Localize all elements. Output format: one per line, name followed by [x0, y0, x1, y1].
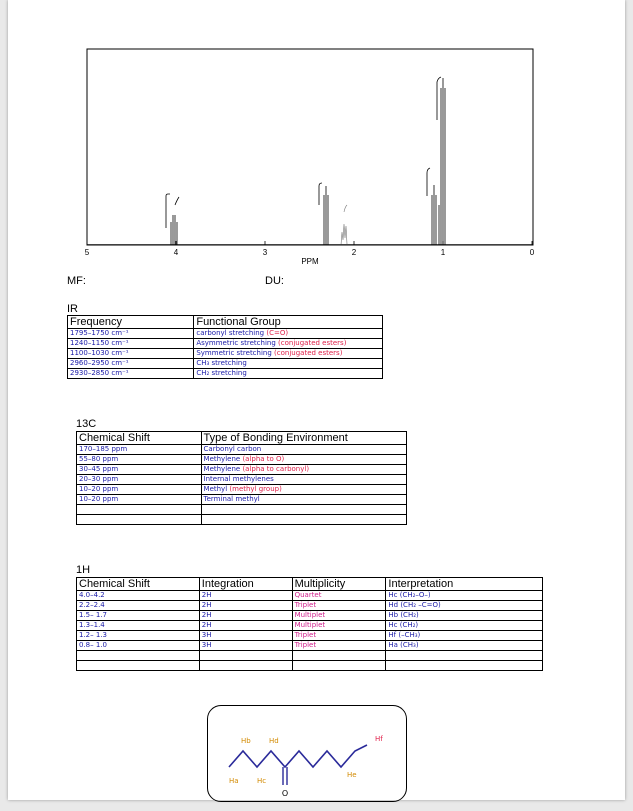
ir-group-cell: [194, 339, 383, 349]
table-row: [77, 515, 407, 525]
label-he: He: [347, 771, 357, 779]
c13-header-type: Type of Bonding Environment: [201, 432, 406, 445]
table-row: [68, 369, 383, 379]
nmr-spectrum: [8, 0, 625, 270]
tick-label-5: 5: [84, 248, 90, 257]
h1-integration-cell: 2H: [199, 621, 292, 631]
table-row: [77, 661, 543, 671]
worksheet-page: [8, 0, 625, 800]
h1-table: [76, 577, 543, 671]
table-row: [77, 641, 543, 651]
h1-integration-cell: 3H: [199, 641, 292, 651]
h1-multiplicity-cell: Multiplet: [292, 611, 386, 621]
h1-interp-cell: Ha (CH₃): [386, 641, 543, 651]
ir-group-note: (conjugated esters): [274, 349, 343, 357]
table-row: [77, 611, 543, 621]
c13-type-note: (alpha to O): [242, 455, 285, 463]
c13-shift-cell: 10–20 ppm: [77, 485, 202, 495]
table-row: [77, 505, 407, 515]
c13-shift-cell: 30–45 ppm: [77, 465, 202, 475]
ir-table: [67, 315, 383, 379]
table-row: [77, 455, 407, 465]
ir-group-text: Symmetric stretching: [196, 349, 272, 357]
h1-header-interpretation: Interpretation: [386, 578, 543, 591]
label-hd: Hd: [269, 737, 279, 745]
c13-table: [76, 431, 407, 525]
label-hf: Hf: [375, 735, 383, 743]
du-label: DU:: [265, 275, 284, 287]
h1-integration-cell: 2H: [199, 611, 292, 621]
h1-shift-cell: 0.8– 1.0: [77, 641, 200, 651]
ir-group-text: Asymmetric stretching: [196, 339, 276, 347]
h1-interp-cell: Hc (CH₂): [386, 621, 543, 631]
ir-group-note: (C=O): [266, 329, 289, 337]
h1-interp-cell: Hb (CH₂): [386, 611, 543, 621]
table-row: [68, 339, 383, 349]
ir-freq-cell: 2930–2850 cm⁻¹: [68, 369, 194, 379]
h1-section-title: 1H: [76, 564, 91, 576]
c13-header-shift: Chemical Shift: [77, 432, 202, 445]
peak-triplets-1.0: [427, 77, 445, 245]
h1-shift-cell: 4.0–4.2: [77, 591, 200, 601]
c13-shift-cell: 170–185 ppm: [77, 445, 202, 455]
carbon-chain: [229, 745, 367, 767]
c13-type-text: Methylene: [203, 465, 241, 473]
table-row: [77, 621, 543, 631]
ir-freq-cell: 1795–1750 cm⁻¹: [68, 329, 194, 339]
table-row: [77, 445, 407, 455]
spectrum-frame: [87, 49, 533, 245]
tick-label-4: 4: [173, 248, 179, 257]
peak-multiplet-2.1: [341, 205, 347, 245]
h1-interp-cell: Hf (–CH₃): [386, 631, 543, 641]
ir-group-cell: CH₂ stretching: [194, 369, 383, 379]
table-row: [77, 651, 543, 661]
tick-label-3: 3: [262, 248, 268, 257]
h1-shift-cell: 1.5– 1.7: [77, 611, 200, 621]
ir-freq-cell: 1240–1150 cm⁻¹: [68, 339, 194, 349]
h1-header-shift: Chemical Shift: [77, 578, 200, 591]
c13-shift-cell: 20–30 ppm: [77, 475, 202, 485]
table-row: [68, 329, 383, 339]
tick-label-0: 0: [529, 248, 535, 257]
h1-interp-cell: Hc (CH₂–O–): [386, 591, 543, 601]
table-row: [77, 495, 407, 505]
ir-freq-cell: 1100–1030 cm⁻¹: [68, 349, 194, 359]
tick-label-2: 2: [351, 248, 357, 257]
c13-shift-cell: 55–80 ppm: [77, 455, 202, 465]
label-hb: Hb: [241, 737, 251, 745]
label-hc: Hc: [257, 777, 267, 785]
table-row: [68, 349, 383, 359]
c13-type-cell: Internal methylenes: [201, 475, 406, 485]
ir-section-title: IR: [67, 303, 78, 315]
tick-label-1: 1: [440, 248, 446, 257]
ir-group-note: (conjugated esters): [278, 339, 347, 347]
h1-header-integration: Integration: [199, 578, 292, 591]
ir-freq-cell: 2960–2950 cm⁻¹: [68, 359, 194, 369]
peak-triplet-2.3: [319, 183, 328, 245]
h1-integration-cell: 3H: [199, 631, 292, 641]
h1-multiplicity-cell: Multiplet: [292, 621, 386, 631]
h1-multiplicity-cell: Triplet: [292, 641, 386, 651]
table-row: [77, 465, 407, 475]
mf-label: MF:: [67, 275, 86, 287]
h1-multiplicity-cell: Quartet: [292, 591, 386, 601]
ir-group-text: carbonyl stretching: [196, 329, 265, 337]
table-row: [77, 631, 543, 641]
h1-shift-cell: 1.2– 1.3: [77, 631, 200, 641]
table-row: [68, 359, 383, 369]
c13-type-cell: [201, 455, 406, 465]
peak-quartet-4.1: [166, 194, 179, 245]
h1-integration-cell: 2H: [199, 601, 292, 611]
table-row: [77, 591, 543, 601]
c13-type-text: Methylene: [203, 455, 241, 463]
ir-group-cell: [194, 349, 383, 359]
h1-header-multiplicity: Multiplicity: [292, 578, 386, 591]
h1-multiplicity-cell: Triplet: [292, 631, 386, 641]
h1-interp-cell: Hd (CH₂ –C=O): [386, 601, 543, 611]
c13-type-note: (methyl group): [229, 485, 282, 493]
table-row: [77, 601, 543, 611]
ir-group-cell: CH₃ stretching: [194, 359, 383, 369]
h1-multiplicity-cell: Triplet: [292, 601, 386, 611]
table-row: [77, 485, 407, 495]
c13-type-cell: Carbonyl carbon: [201, 445, 406, 455]
c13-section-title: 13C: [76, 418, 97, 430]
x-axis-label: PPM: [301, 257, 319, 266]
c13-shift-cell: 10–20 ppm: [77, 495, 202, 505]
oxygen-label: O: [281, 789, 289, 798]
label-ha: Ha: [229, 777, 239, 785]
c13-type-cell: [201, 485, 406, 495]
ir-header-frequency: Frequency: [68, 316, 194, 329]
c13-type-cell: Terminal methyl: [201, 495, 406, 505]
ester-structure-drawing: [207, 705, 405, 800]
ir-header-functional-group: Functional Group: [194, 316, 383, 329]
c13-type-note: (alpha to carbonyl): [242, 465, 310, 473]
table-row: [77, 475, 407, 485]
c13-type-cell: [201, 465, 406, 475]
ir-group-cell: [194, 329, 383, 339]
c13-type-text: Methyl: [203, 485, 228, 493]
h1-shift-cell: 2.2–2.4: [77, 601, 200, 611]
h1-integration-cell: 2H: [199, 591, 292, 601]
h1-shift-cell: 1.3–1.4: [77, 621, 200, 631]
